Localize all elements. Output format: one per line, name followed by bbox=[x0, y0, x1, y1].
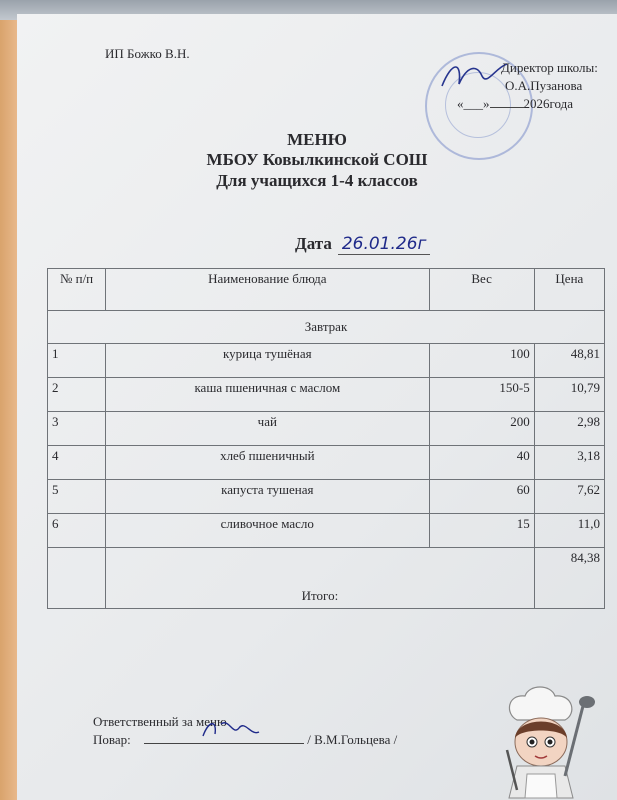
row-price: 3,18 bbox=[534, 446, 604, 480]
table-row bbox=[48, 344, 605, 378]
cook-signature bbox=[199, 714, 279, 744]
row-price: 48,81 bbox=[534, 344, 604, 378]
table-row bbox=[48, 378, 605, 412]
menu-table bbox=[47, 268, 605, 609]
section-breakfast: Завтрак bbox=[48, 311, 605, 344]
responsible-label: Ответственный за меню bbox=[93, 714, 227, 729]
cook-name: / В.М.Гольцева / bbox=[307, 732, 398, 747]
title-menu: МЕНЮ bbox=[287, 130, 347, 149]
row-number: 5 bbox=[48, 480, 106, 514]
table-row bbox=[48, 412, 605, 446]
date-value: 26.01.26г bbox=[338, 234, 431, 255]
date-label: Дата bbox=[295, 234, 332, 253]
table-row bbox=[48, 446, 605, 480]
table-header-row bbox=[48, 269, 605, 311]
row-number: 1 bbox=[48, 344, 106, 378]
title-school: МБОУ Ковылкинской СОШ bbox=[206, 150, 428, 169]
row-number: 4 bbox=[48, 446, 106, 480]
row-dish: хлеб пшеничный bbox=[106, 446, 429, 480]
entity-name: ИП Божко В.Н. bbox=[105, 46, 190, 61]
row-dish: каша пшеничная с маслом bbox=[106, 378, 429, 412]
date-line bbox=[295, 234, 430, 254]
total-empty-cell bbox=[48, 548, 106, 609]
cook-label: Повар: bbox=[93, 732, 131, 747]
row-weight: 100 bbox=[429, 344, 534, 378]
total-label: Итого: bbox=[106, 548, 535, 609]
col-weight: Вес bbox=[429, 269, 534, 311]
approval-date: «___» 2026года bbox=[457, 96, 574, 111]
row-dish: курица тушёная bbox=[106, 344, 429, 378]
row-weight: 200 bbox=[429, 412, 534, 446]
section-row bbox=[48, 311, 605, 344]
approval-title: Директор школы: bbox=[501, 60, 598, 75]
row-weight: 15 bbox=[429, 514, 534, 548]
row-dish: чай bbox=[106, 412, 429, 446]
col-price: Цена bbox=[534, 269, 604, 311]
row-price: 10,79 bbox=[534, 378, 604, 412]
col-dish: Наименование блюда bbox=[106, 269, 429, 311]
row-weight: 40 bbox=[429, 446, 534, 480]
row-weight: 150-5 bbox=[429, 378, 534, 412]
total-value: 84,38 bbox=[534, 548, 604, 609]
row-number: 2 bbox=[48, 378, 106, 412]
frame-left-edge bbox=[0, 20, 17, 800]
row-price: 7,62 bbox=[534, 480, 604, 514]
row-number: 3 bbox=[48, 412, 106, 446]
director-name: О.А.Пузанова bbox=[505, 78, 583, 93]
row-number: 6 bbox=[48, 514, 106, 548]
total-row bbox=[48, 548, 605, 609]
table-row bbox=[48, 480, 605, 514]
title-grades: Для учащихся 1-4 классов bbox=[216, 171, 418, 190]
chef-mascot-icon bbox=[487, 680, 605, 800]
table-row bbox=[48, 514, 605, 548]
row-price: 11,0 bbox=[534, 514, 604, 548]
row-weight: 60 bbox=[429, 480, 534, 514]
row-price: 2,98 bbox=[534, 412, 604, 446]
col-number: № п/п bbox=[48, 269, 106, 311]
menu-document bbox=[17, 14, 617, 800]
row-dish: сливочное масло bbox=[106, 514, 429, 548]
row-dish: капуста тушеная bbox=[106, 480, 429, 514]
